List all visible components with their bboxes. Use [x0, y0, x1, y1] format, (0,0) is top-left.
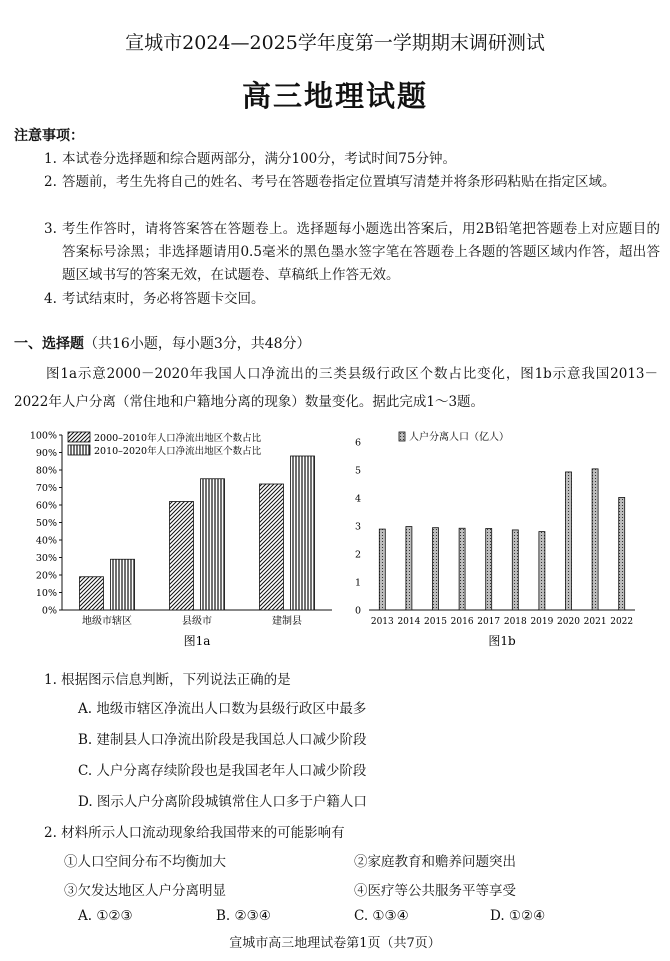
notice-item-text: 本试卷分选择题和综合题两部分，满分100分，考试时间75分钟。 [62, 151, 456, 167]
question-intro: 图1a示意2000－2020年我国人口净流出的三类县级行政区个数占比变化，图1b示意我国2013－2022年人户分离（常住地和户籍地分离的现象）数量变化。据此完成1～3题。 [14, 366, 658, 410]
figure-1b-chart [345, 420, 663, 660]
question-2-item-4: ④医疗等公共服务平等享受 [354, 883, 516, 899]
figure-1a-chart [10, 420, 340, 660]
x-tick-label: 2015 [424, 617, 447, 627]
question-1-option-d[interactable]: D. 图示人户分离阶段城镇常住人口多于户籍人口 [78, 794, 367, 810]
legend-swatch [68, 432, 90, 442]
bar [111, 559, 135, 610]
bar [170, 502, 194, 611]
section-heading-bold: 一、选择题 [14, 336, 84, 352]
y-tick-label: 10% [35, 588, 57, 599]
subject-title: 高三地理试题 [241, 79, 428, 113]
y-tick-label: 100% [29, 430, 57, 442]
x-tick-label: 2022 [610, 617, 634, 627]
x-tick-label: 2021 [583, 617, 607, 627]
page-footer: 宣城市高三地理试卷第1页（共7页） [229, 936, 441, 951]
notice-item-number: 1. [44, 151, 57, 167]
exam-title: 宣城市2024—2025学年度第一学期期末调研测试 [125, 32, 545, 54]
section-heading-rest: （共16小题，每小题3分，共48分） [84, 336, 311, 352]
bar [486, 529, 492, 610]
question-1-option-c[interactable]: C. 人户分离存续阶段也是我国老年人口减少阶段 [78, 763, 367, 779]
notice-item-4 [44, 288, 660, 311]
notice-heading: 注意事项： [14, 128, 84, 144]
x-tick-label: 建制县 [272, 616, 302, 627]
legend-swatch [68, 445, 90, 455]
bar [619, 497, 625, 610]
notice-item-number: 2. [44, 174, 57, 190]
y-tick-label: 80% [35, 465, 57, 477]
y-tick-label: 5 [354, 465, 361, 477]
x-tick-label: 2019 [530, 617, 554, 627]
y-tick-label: 0 [354, 605, 361, 617]
bar [201, 479, 225, 610]
x-tick-label: 2014 [397, 617, 421, 627]
legend-label: 人户分离人口（亿人） [409, 432, 509, 443]
bar [379, 529, 385, 610]
bar [566, 472, 572, 610]
y-tick-label: 4 [354, 493, 361, 505]
notice-item-2 [44, 171, 660, 194]
question-2-item-2: ②家庭教育和赡养问题突出 [354, 854, 516, 870]
bar [592, 469, 598, 610]
y-tick-label: 60% [35, 500, 57, 512]
legend-swatch [399, 432, 405, 441]
question-1-option-a[interactable]: A. 地级市辖区净流出人口数为县级行政区中最多 [78, 701, 367, 717]
question-1-option-b[interactable]: B. 建制县人口净流出阶段是我国总人口减少阶段 [78, 732, 367, 748]
figure-caption: 图1b [488, 634, 516, 648]
bar [406, 527, 412, 610]
x-tick-label: 2016 [450, 617, 474, 627]
bar [512, 530, 518, 610]
question-1-stem: 1. 根据图示信息判断，下列说法正确的是 [44, 672, 291, 688]
bar [539, 532, 545, 610]
notice-item-1 [44, 148, 660, 171]
x-tick-label: 2020 [557, 617, 580, 627]
bar [80, 577, 104, 610]
notice-item-text: 考生作答时，请将答案答在答题卷上。选择题每小题选出答案后，用2B铅笔把答题卷上对应题目的答案标号涂黑；非选择题请用0.5毫米的黑色墨水签字笔在答题卷上各题的答题区域内作答，超出答题区域书写的答案无效，在试题卷、草稿纸上作答无效。 [62, 221, 660, 283]
y-tick-label: 3 [354, 521, 361, 533]
x-tick-label: 2013 [370, 617, 394, 627]
y-tick-label: 1 [354, 577, 361, 589]
question-2-option-b[interactable]: B. ②③④ [216, 908, 271, 924]
x-tick-label: 地级市辖区 [82, 616, 132, 627]
question-2-item-3: ③欠发达地区人户分离明显 [64, 883, 226, 899]
bar [433, 528, 439, 610]
question-2-option-c[interactable]: C. ①③④ [354, 908, 409, 924]
notice-item-number: 4. [44, 291, 57, 307]
y-tick-label: 20% [35, 570, 57, 582]
notice-item-text: 考试结束时，务必将答题卡交回。 [62, 291, 265, 307]
y-tick-label: 50% [35, 518, 57, 529]
y-tick-label: 6 [354, 437, 361, 449]
notice-item-number: 3. [44, 221, 57, 237]
y-tick-label: 2 [354, 549, 361, 561]
question-2-item-1: ①人口空间分布不均衡加大 [64, 854, 226, 870]
x-tick-label: 县级市 [182, 616, 212, 627]
question-2-option-a[interactable]: A. ①②③ [78, 908, 133, 924]
figure-caption: 图1a [183, 634, 211, 648]
question-2-option-d[interactable]: D. ①②④ [490, 908, 546, 924]
question-2-stem: 2. 材料所示人口流动现象给我国带来的可能影响有 [44, 825, 345, 841]
legend-label: 2000–2010年人口净流出地区个数占比 [94, 433, 262, 444]
bar [260, 484, 284, 610]
y-tick-label: 0% [41, 605, 57, 617]
section-heading [14, 333, 311, 353]
legend-label: 2010–2020年人口净流出地区个数占比 [94, 446, 262, 457]
notice-item-text: 答题前，考生先将自己的姓名、考号在答题卷指定位置填写清楚并将条形码粘贴在指定区域。 [62, 174, 616, 190]
x-tick-label: 2017 [477, 617, 501, 627]
y-tick-label: 30% [35, 553, 57, 564]
bar [291, 456, 315, 610]
notice-item-3 [44, 218, 660, 287]
y-tick-label: 90% [35, 448, 57, 459]
x-tick-label: 2018 [503, 617, 527, 627]
bar [459, 528, 465, 610]
y-tick-label: 40% [35, 535, 57, 547]
y-tick-label: 70% [35, 483, 57, 494]
